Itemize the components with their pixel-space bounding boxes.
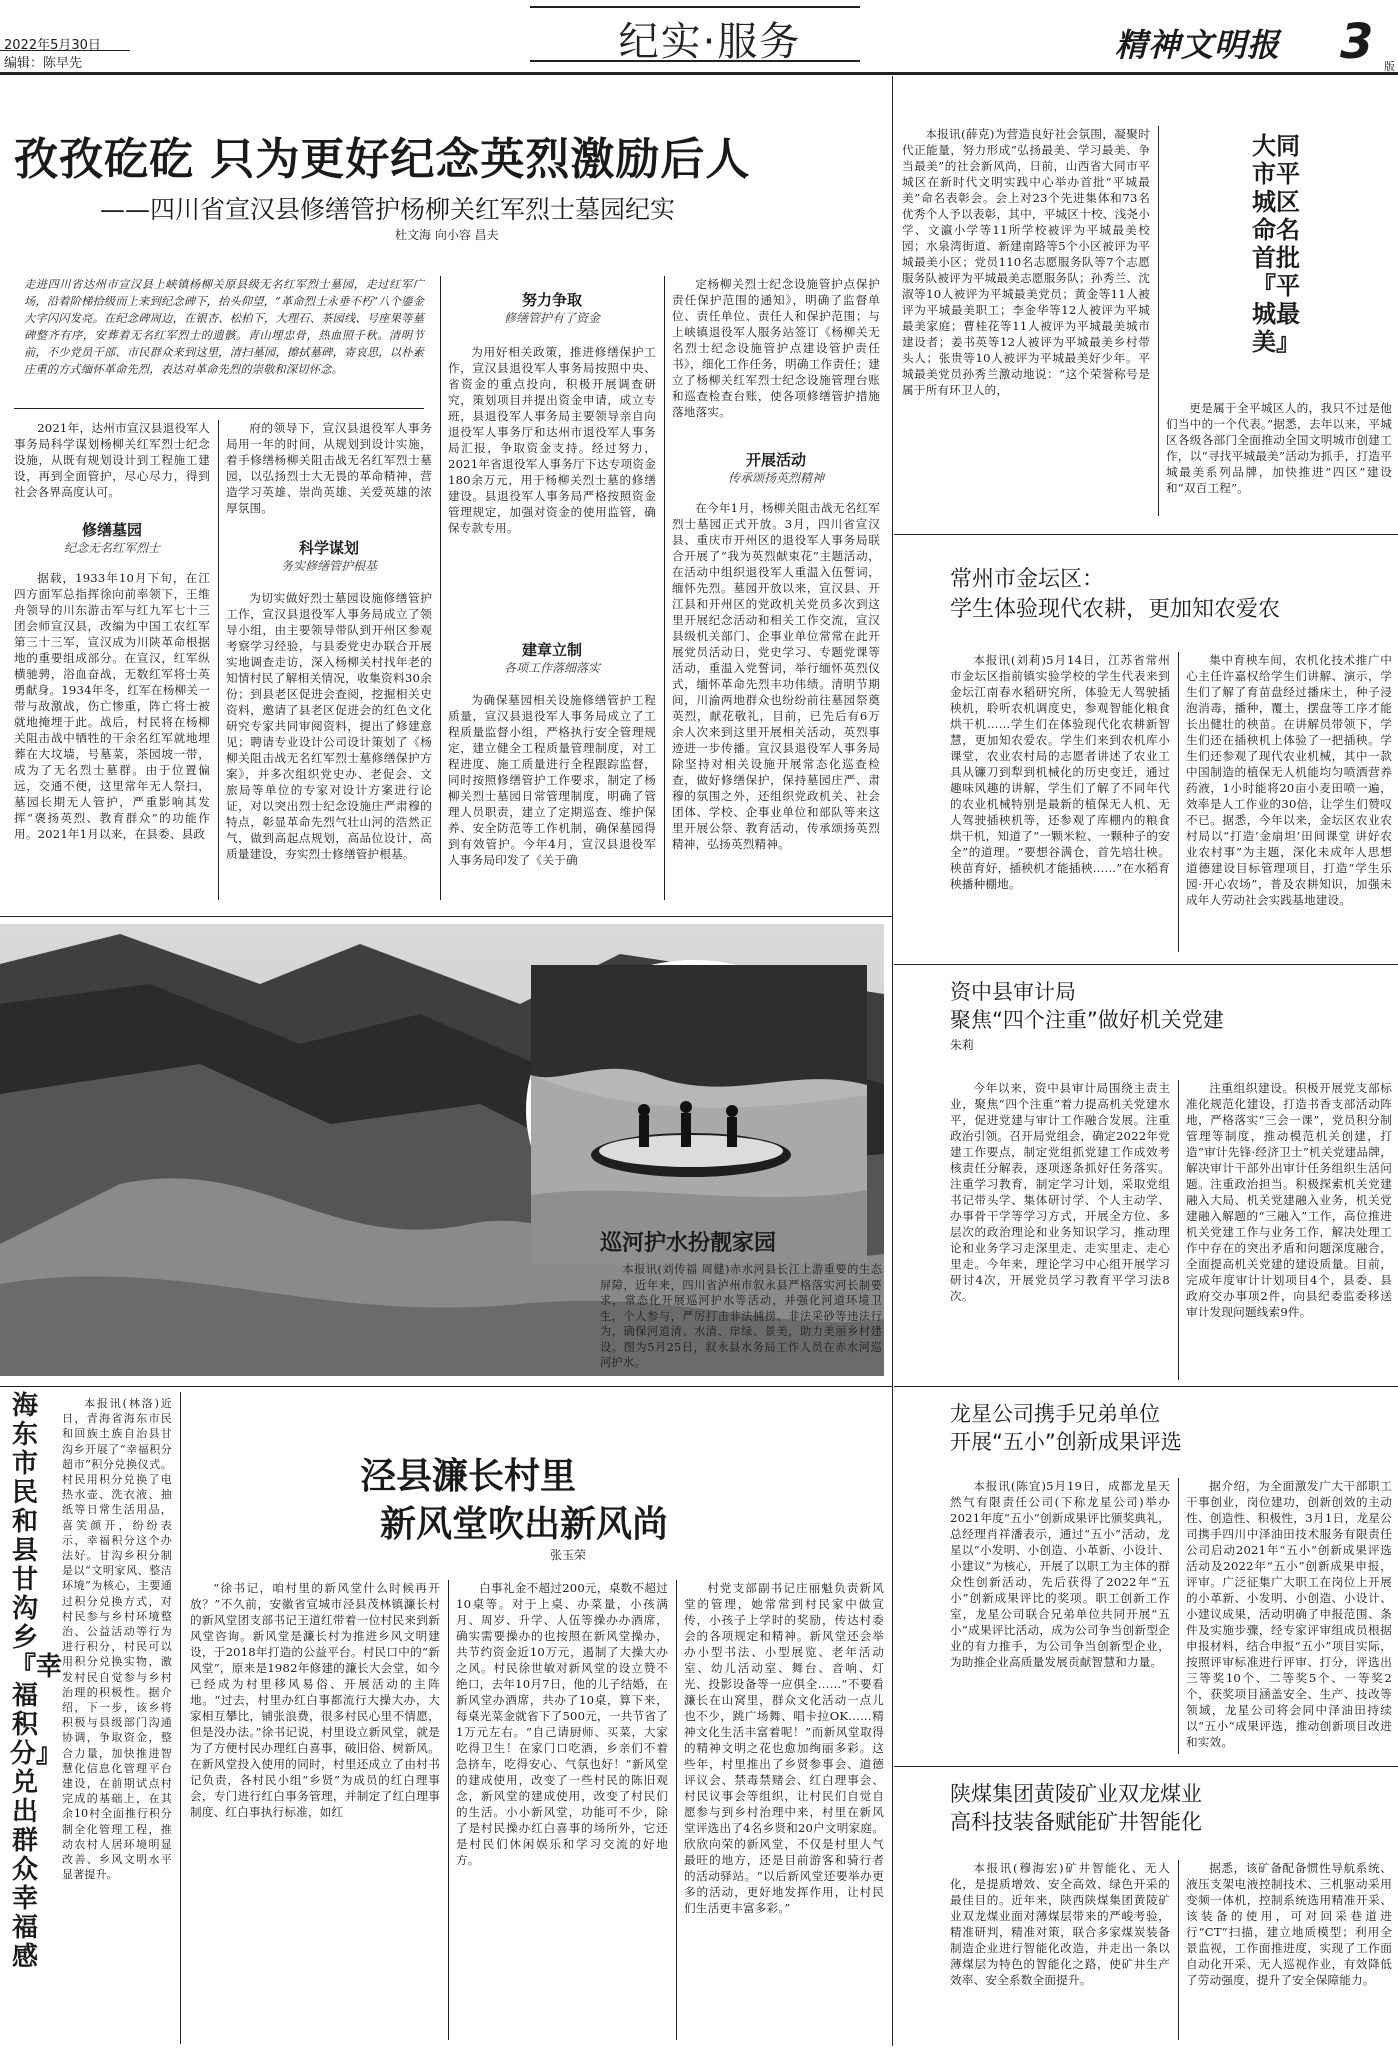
lead-col3	[448, 344, 656, 630]
editor-credit: 编辑：陈早先	[4, 56, 83, 71]
changzhou-bottom-rule	[894, 964, 1398, 965]
masthead-bottom-rule	[0, 72, 1398, 75]
changzhou-title-2: 学生体验现代农耕，更加知农爱农	[950, 597, 1281, 622]
changzhou-col2-text: 集中育秧车间，农机化技术推广中心主任许嘉权给学生们讲解、演示，学生们了解了育苗盘经过播床土，种子浸泡消毒，播种，覆土，摆盘等工序才能长出健壮的秧苗。在讲解员带领下，学生们还在插秧机上体验了一把插秧。学生们还参观了现代农业机械，其中一款中国制造的植保无人机能均匀喷洒营养药液，1小时能将20亩小麦田喷一遍，效率是人工作业的30倍，让学生们赞叹不已。据悉，今年以来，金坛区农业农村局以“打造‘金扇坦’田间课堂 讲好农业农村事”为主题，深化未成年人思想道德建设目标管理项目，打造“学生乐园·开心农场”，普及农耕知识，加强未成年人劳动社会实践基地建设。	[1186, 653, 1392, 907]
sub-kexue-head: 科学谋划	[298, 539, 359, 557]
longxing-col1-text: 本报讯(陈宜)5月19日，成都龙星天然气有限责任公司(下称龙星公司)举办2021年度“五小”创新成果评比颁奖典礼，总经理肖祥潘表示，通过“五小”活动，龙星以“小发明、小创造、小革新、小设计、小建议”为核心，开展了以职工为主体的群众性创新活动，先后获得了2022年“五小”创新成果评比的奖项。职工创新工作室，龙星公司联合兄弟单位共同开展“五小”成果评比活动，成为公司争当创新型企业的有力推手，为公司争当创新型企业，为助推企业高质量发展贡献智慧和力量。	[950, 1479, 1170, 1669]
sub-nuli-head: 努力争取	[521, 291, 582, 309]
village-col1	[190, 1580, 440, 2040]
section-title: 纪实·服务	[618, 19, 802, 65]
village-col1-text: “徐书记，咱村里的新风堂什么时候再开放？”不久前，安徽省宣城市泾县茂林镇濂长村的新风堂团支部书记王道红带着一位村民来到新风堂咨询。新风堂是濂长村为推进乡风文明建设，于2018年打造的公益平台。村民口中的“新风堂”，原来是1982年修建的濂长大会堂，如今已经成为村里移风易俗、开展活动的主阵地。“过去，村里办红白事都流行大操大办，大家相互攀比，铺张浪费，很多村民心里不情愿，但是没办法。”徐书记说，村里设立新风堂，就是为了方便村民办理红白喜事，破旧俗、树新风。在新风堂投入使用的同时，村里还成立了由村书记负责，各村民小组“乡贤”为成员的红白理事会，专门进行红白事务管理，并制定了红白理事制度、红白事执行标准，如红	[190, 1581, 440, 1819]
zizhong-byline: 朱莉	[950, 1038, 975, 1052]
village-col2-text: 白事礼金不超过200元，桌数不超过10桌等。对于上桌、办菜量，小孩满月、周岁、升学、人伍等操办办酒席，确实需要操办的也按照在新风堂操办，共节约资金近10万元，遏制了大操大办之风。村民徐世敏对新风堂的设立赞不绝口，去年10月7日，他的儿子结婚，在新风堂办酒席，共办了10桌，算下来，每桌光菜金就省下了500元，一共节省了1万元左右。“自己请厨师、买菜，大家吃得卫生！在家门口吃酒，乡亲们不着急挤车，吃得安心、气氛也好！”新风堂的建成使用，改变了一些村民的陈旧观念，新风堂的建成使用，改变了村民们的生活。小小新风堂，功能可不少，除了是村民操办红白喜事的场所外，它还是村民们休闲娱乐和学习交流的好地方。	[456, 1581, 668, 1867]
changzhou-col2	[1186, 652, 1392, 952]
sub-jianzhang-head: 建章立制	[521, 641, 582, 659]
sub-xiushan-deck: 纪念无名红军烈士	[63, 541, 160, 555]
longxing-title-1: 龙星公司携手兄弟单位	[950, 1402, 1160, 1426]
haidong-body	[62, 1396, 172, 2042]
shanmei-title-2: 高科技装备赋能矿井智能化	[950, 1810, 1202, 1834]
datong-bottom-rule	[894, 534, 1398, 535]
haidong-divider	[180, 1392, 181, 2044]
shanmei-col1	[950, 1860, 1170, 2040]
datong-col1-text: 本报讯(薛克)为营造良好社会氛围，凝聚时代正能量，努力形成“弘扬最美、学习最美、争当最美”的社会新风尚，日前，山西省大同市平城区在新时代文明实践中心举办首批“平城最美”命名表彰会。会上对23个先进集体和73名优秀个人予以表彰，其中，平城区十校、浅尧小学、文瀛小学等11所学校被评为平城最美校园；水泉湾街道、新建南路等5个小区被评为平城最美小区；党员110名志愿服务队等7个志愿服务队被评为平城最美志愿服务队；孙秀兰、沈淑等10人被评为平城最美党员；黄金等11人被评为平城最美职工；李金华等12人被评为平城最美家庭；曹桂花等11人被评为平城最美城市建设者；姜书英等12人被评为平城最美乡村带头人；张贵等10人被评为平城最美好少年。平城最美党员孙秀兰激动地说：“这个荣誉称号是属于所有环卫人的，	[902, 127, 1150, 397]
changzhou-col1	[950, 652, 1170, 952]
datong-vertical-title	[1246, 132, 1306, 382]
lead-col2b-text: 为切实做好烈士墓园设施修缮管护工作，宣汉县退役军人事务局成立了领导小组，由主要领导带队到开州区参观考察学习经验，与县委党史办联合开展实地调查走访，深入杨柳关村找年老的知情村民了解相关情况，收集资料30余份；到县老区促进会查阅，挖掘相关史资料，邀请了县老区促进会的红色文化研究专家共同审阅资料，提出了修建意见；聘请专业设计公司设计策划了《杨柳关阻击战无名红军烈士墓修缮保护方案》，并多次组织党史办、老促会、文旅局等单位的专家对设计方案进行论证，对以突出烈士纪念设施庄严肃穆的特点，彰显革命先烈气壮山河的浩然正气，做到高起点规划，高品位设计，高质量建设，夯实烈士修缮管护根基。	[226, 591, 432, 861]
zizhong-title-2: 聚焦“四个注重”做好机关党建	[950, 1008, 1224, 1032]
col-divider-3	[664, 276, 665, 900]
sub-kexue	[226, 538, 432, 575]
patrol-boat-photo	[531, 965, 867, 1265]
col-divider-1	[218, 420, 219, 900]
page-label: 版	[1384, 60, 1395, 73]
page-number: 3	[1340, 14, 1374, 70]
lead-col2b	[226, 590, 432, 900]
lead-col2	[226, 420, 432, 528]
sub-xiushan	[14, 520, 210, 557]
sub-kaizhan-head: 开展活动	[745, 451, 806, 469]
longxing-title-2: 开展“五小”创新成果评选	[950, 1430, 1182, 1454]
lead-col3-text: 为用好相关政策，推进修缮保护工作，宣汉县退役军人事务局按照中央、省资金的重点投向，积极开展调查研究，策划项目并提出资金申请，成立专班，县退役军人事务局主要领导亲自向退役军人事务厅和达州市退役军人事务局汇报，争取资金支持。经过努力，2021年省退役军人事务厅下达专项资金180余万元，用于杨柳关烈士墓的修缮建设。县退役军人事务局严格按照资金管理规定，加强对资金的使用监管，确保专款专用。	[448, 345, 656, 535]
lead-col1-text: 2021年，达州市宣汉县退役军人事务局科学谋划杨柳关红军烈士纪念设施，从既有规划设计到工程施工建设，再到全面管护，尽心尽力，得到社会各界高度认可。	[14, 421, 210, 499]
village-divider-2	[676, 1580, 677, 2040]
photo-bottom-rule	[0, 1386, 892, 1387]
lead-col1	[14, 420, 210, 506]
datong-vertical-title-text: 大同市平城区命名首批『平城最美』	[1252, 132, 1300, 356]
changzhou-col1-text: 本报讯(刘莉)5月14日，江苏省常州市金坛区指前镇实验学校的学生代表来到金坛江南春水稻研究所，体验无人驾驶插秧机，聆听农机调度史，参观智能化粮食烘干机……学生们在体验现代化农耕新智慧，更加知农爱农。学生们来到农机库小课堂，农业农村局的志愿者讲述了农业工具从镰刀到犁到机械化的历史变迁，通过趣味风趣的讲解，学生们了解了不同年代的农业机械特别是最新的植保无人机、无人驾驶插秧机等，还参观了库棚内的粮食烘干机，知道了“一颗米粒、一颗种子的安全”的道理。“要想谷满仓，首先培壮秧。秧苗育好，插秧机才能插秧……”在水稻育秧播种棚地。	[950, 653, 1170, 891]
photo-caption	[600, 1262, 882, 1370]
issue-date: 2022年5月30日	[4, 38, 101, 53]
village-divider-1	[448, 1580, 449, 2040]
datong-col1	[902, 126, 1150, 516]
photo-caption-text: 本报讯(刘传福 周健)赤水河县长江上游重要的生态屏障，近年来，四川省泸州市叙永县严格落实河长制要求，常态化开展巡河护水等活动，并强化河道环境卫生，个人参与，严厉打击非法捕捞、非法采砂等违法行为，确保河道清、水清、岸绿、景美，助力美丽乡村建设。图为5月25日，叙永县水务局工作人员在赤水河巡河护水。	[600, 1263, 882, 1369]
shanmei-col2	[1186, 1860, 1392, 2040]
zizhong-bottom-rule	[894, 1386, 1398, 1387]
longxing-bottom-rule	[894, 1766, 1398, 1767]
boat-inset-circle	[526, 960, 862, 1260]
haidong-vertical-title-text: 海东市民和县甘沟乡『幸福积分』兑出群众幸福感	[10, 1391, 63, 1972]
sub-nuli-deck: 修缮管护有了资金	[503, 311, 600, 325]
lead-intro: 走进四川省达州市宣汉县上峡镇杨柳关原县级无名红军烈士墓园，走过红军广场，沿着阶梯拾级而上来到纪念碑下，抬头仰望，“革命烈士永垂不朽”八个鎏金大字闪闪发亮。在纪念碑周边，在银杏、松柏下，大理石、茶园线、号座果等墓碑整齐有序，安葬着无名红军烈士的遗骸。青山埋忠骨，热血照千秋。清明节前，不少党员干部、市民群众来到这里，清扫墓园，擦拭墓碑，寄哀思，以朴素庄重的方式缅怀革命先烈，表达对革命先烈的崇敬和深切怀念。	[24, 278, 424, 376]
changzhou-divider	[1178, 652, 1179, 952]
zizhong-col1-text: 今年以来，资中县审计局围绕主责主业，聚焦“四个注重”着力提高机关党建水平，促进党建与审计工作融合发展。注重政治引领。召开局党组会，确定2022年党建工作要点，制定党组抓党建工作成效考核责任分解表，逐项逐条抓好任务落实。注重学习教育，制定学习计划，采取党组书记带头学、集体研讨学、个人主动学、办事骨干学等学习方式，开展全方位、多层次的政治理论和业务知识学习，推动理论和业务学习走深里走、走实里走、走心里走。今年来，理论学习中心组开展学习研讨4次，开展党员学习教育平学习法8次。	[950, 1081, 1170, 1303]
sub-kaizhan-deck: 传承颂扬英烈精神	[727, 471, 824, 485]
lead-subhead: ——四川省宣汉县修缮管护杨柳关红军烈士墓园纪实	[100, 195, 676, 224]
datong-col2	[1166, 400, 1392, 516]
longxing-col2-text: 据介绍，为全面激发广大干部职工干事创业，岗位建功，创新创效的主动性、创造性、积极性，3月1日，龙星公司携手四川中泽油田技术服务有限责任公司启动2021年“五小”创新成果评选活动及2022年“五小”创新成果申报，评审。广泛征集广大职工在岗位上开展的小革新、小发明、小创造、小设计、小建议成果，活动明确了申报范围、条件及实施步骤，经专家评审组成员根据申报材料，结合申报“五小”项目实际，按照评审标准进行评审、打分，评选出三等奖10个、二等奖5个、一等奖2个，获奖项目涵盖安全、生产、技改等领域，龙星公司将会同中泽油田持续以“五小”成果评选，推动创新项目改进和实效。	[1186, 1479, 1392, 1749]
changzhou-title-1: 常州市金坛区：	[950, 567, 1105, 592]
longxing-divider	[1178, 1478, 1179, 1754]
main-right-divider	[892, 76, 893, 2046]
shanmei-title-1: 陕煤集团黄陵矿业双龙煤业	[950, 1782, 1202, 1806]
paper-name: 精神文明报	[1115, 26, 1281, 64]
lead-bottom-rule	[0, 916, 892, 917]
village-col2	[456, 1580, 668, 2040]
lead-col4-text: 定杨柳关烈士纪念设施管护点保护责任保护范围的通知》，明确了监督单位、责任单位、责任人和保护范围；与上峡镇退役军人服务站签订《杨柳关无名烈士纪念设施管护点建设管护责任书》，细化工作任务，明确工作责任；建立了杨柳关红军烈士纪念设施管理台账和巡查检查台账，使各项修缮管护措施落地落实。	[672, 277, 880, 419]
lead-byline: 杜文海 向小容 昌夫	[395, 228, 499, 242]
intro-rule	[14, 408, 424, 409]
sub-jianzhang-deck: 各项工作落细落实	[503, 661, 600, 675]
col-divider-2	[440, 276, 441, 900]
longxing-col2	[1186, 1478, 1392, 1754]
village-col3-text: 村党支部副书记庄丽魁负责新风堂的管理，她常常到村民家中做宣传，小孩子上学时的奖励，传达村委会的各项规定和精神。新风堂还会举办小型书法、小型展览、老年活动室、幼儿活动室、舞台、音响、灯光、投影设备等一应俱全……“不要看濂长在山窝里，群众文化活动一点儿也不少，跳广场舞、唱卡拉OK……精神文化生活丰富着呢！”而新风堂取得的精神文明之花也愈加绚丽多彩。这些年，村里推出了乡贤参事会、道德评议会、禁毒禁赌会、红白理事会、村民议事会等组织，让村民们自觉自愿参与到乡村治理中来，村里在新风堂评选出了4名乡贤和20户文明家庭。欣欣向荣的新风堂，不仅是村里人气最旺的地方，还是目前游客和骑行者的活动驿站。“以后新风堂还要举办更多的活动，更好地发挥作用，让村民们生活更丰富多彩。”	[684, 1581, 884, 1915]
village-col3	[684, 1580, 884, 2040]
village-headline-2: 新风堂吹出新风尚	[380, 1504, 669, 1545]
shanmei-col1-text: 本报讯(穆海宏)矿井智能化、无人化，是提质增效、安全高效、绿色开采的最佳目的。近年来，陕西陕煤集团黄陵矿业双龙煤业面对薄煤层带来的严峻考验，精准研判，精准对策，联合多家煤炭装备制造企业进行智能化改造，并走出一条以薄煤层为特色的智能化之路，使矿井生产效率、安全系数全面提升。	[950, 1861, 1170, 1987]
photo-headline: 巡河护水扮靓家园	[600, 1231, 777, 1256]
lead-col1b	[14, 570, 210, 900]
lead-headline: 孜孜矻矻 只为更好纪念英烈激励后人	[14, 134, 751, 185]
shanmei-divider	[1178, 1860, 1179, 2040]
village-byline: 张玉荣	[550, 1548, 587, 1562]
longxing-col1	[950, 1478, 1170, 1754]
lead-col1b-text: 据载，1933年10月下旬，在江四方面军总指挥徐向前率领下，王维舟领导的川东游击军与红九军七十三团会师宣汉县，改编为中国工农红军第三十三军，宣汉成为川陕革命根据地的重要组成部分。在宣汉，红军纵横驰骋，浴血奋战，无数红军将士英勇献身。1934年冬，红军在杨柳关一带与敌激战，伤亡惨重，阵亡将士被就地掩埋于此。战后，村民将在杨柳关阻击战中牺牲的干余名红军就地埋葬在大坟墙，号墓菜，茶园坡一带，成为了无名烈士墓群。由于位置偏远，交通不便，这里常年无人祭扫，墓园长期无人管护，严重影响其发挥“褒扬英烈、教育群众”的功能作用。2021年1月以来，在县委、县政	[14, 571, 210, 841]
datong-divider	[1158, 126, 1159, 516]
haidong-body-text: 本报讯(林洛)近日，青海省海东市民和回族土族自治县甘沟乡开展了“幸福积分超市”积分兑换仪式。村民用积分兑换了电热水壶、洗衣液、抽纸等日常生活用品，喜笑颜开，纷纷表示，幸福积分这个办法好。甘沟乡积分制是以“文明家风、整洁环境”为核心，主要通过积分兑换方式，对村民参与乡村环境整治、公益活动等行为进行积分，村民可以用积分兑换实物，激发村民自觉参与乡村治理的积极性。据介绍，下一步，该乡将积极与县级部门沟通协调，争取资金，整合力量，加快推进智慧化信息化管理平台建设，在前期试点村完成的基础上，在其余10村全面推行积分制全化管理工程，推动农村人居环境明显改善、乡风文明水平显著提升。	[62, 1397, 172, 1882]
datong-col2-text: 更是属于全平城区人的，我只不过是他们当中的一个代表。”据悉，去年以来，平城区各级各部门全面推动全国文明城市创建工作，以“寻找平城最美”活动为抓手，打造平城最美系列品牌，加快推进“四区”建设和“双百工程”。	[1166, 401, 1392, 495]
sub-kaizhan	[672, 450, 880, 487]
sub-jianzhang	[448, 640, 656, 677]
lead-col4	[672, 276, 880, 436]
zizhong-title-1: 资中县审计局	[950, 980, 1076, 1004]
sub-kexue-deck: 务实修缮管护根基	[280, 559, 377, 573]
lead-col3b-text: 为确保墓园相关设施修缮管护工程质量，宣汉县退役军人事务局成立了工程质量监督小组，严格执行安全管理规定，建立健全工程质量管理制度，对工程进度、施工质量进行全程跟踪监督，同时按照修缮管护工作要求，制定了杨柳关烈士墓园日常管理制度，明确了管理人员职责，建立了定期巡查、维护保养、安全防范等工作机制，确保墓园得到有效管护。今年4月，宣汉县退役军人事务局印发了《关于确	[448, 693, 656, 867]
zizhong-col2	[1186, 1080, 1392, 1380]
shanmei-col2-text: 据悉，该矿备配备惯性导航系统、液压支架电液控制技术、三机驱动采用变频一体机，控制系统选用精准开采、该装备的使用，可对回采巷道进行“CT”扫描，建立地质模型；利用全景监视，工作面推进度，实现了工作面自动化开采、无人巡视作业，有效降低了劳动强度，提升了安全保障能力。	[1186, 1861, 1392, 1987]
village-headline-1: 泾县濂长村里	[360, 1456, 577, 1497]
lead-col3b	[448, 692, 656, 900]
lead-col2-text: 府的领导下，宣汉县退役军人事务局用一年的时间，从规划到设计实施，着手修缮杨柳关阻击战无名红军烈士墓园，以弘扬烈士大无畏的革命精神，营造学习英雄、崇尚英雄、关爱英雄的浓厚氛围。	[226, 421, 432, 515]
zizhong-col1	[950, 1080, 1170, 1380]
zizhong-col2-text: 注重组织建设。积极开展党支部标准化规范化建设，打造书香支部活动阵地，严格落实“三会一课”，党员积分制管理等制度，推动模范机关创建，打造“审计先锋·经济卫士”机关党建品牌，解决审计干部外出审计任务组织生活问题。注重政治担当。积极探索机关党建融入大局、机关党建融入业务，机关党建融入解题的“三融入”工作，高位推进机关党建工作与业务工作，解决处理工作中存在的突出矛盾和问题深度融合，全面提高机关党建的建设质量。目前，完成年度审计计划项目4个，县委、县政府交办事项2件，向县纪委监委移送审计发现问题线索9件。	[1186, 1081, 1392, 1319]
sub-xiushan-head: 修缮墓园	[81, 521, 142, 539]
lead-col4b-text: 在今年1月，杨柳关阻击战无名红军烈士墓园正式开放。3月，四川省宣汉县、重庆市开州区的退役军人事务局联合开展了“我为英烈献束花”主题活动，在活动中组织退役军人重温入伍誓词，缅怀先烈。墓园开放以来，宣汉县、开江县和开州区的党政机关党员多次到这里开展纪念活动和相关工作交流，宣汉县级机关部门、企事业单位常常在此开展党员活动日，党史学习、专题党课等活动，重温入党誓词，举行缅怀英烈仪式，缅怀革命先烈丰功伟绩。清明节期间，川渝两地群众也纷纷前往墓园祭奠英烈，献花敬礼，目前，已先后有6万余人次来到这里开展相关活动，英烈事迹进一步传播。宣汉县退役军人事务局除坚持对相关设施开展常态化巡查检查，做好修缮保护，保持墓园庄严、肃穆的氛围之外，还组织党政机关、社会团体、学校、企事业单位和部队等来这里开展公祭、教育活动，传承颂扬英烈精神，弘扬英烈精神。	[672, 501, 880, 851]
haidong-vertical-title	[6, 1391, 63, 2042]
lead-col4b	[672, 500, 880, 900]
masthead-top-rule	[0, 50, 130, 51]
zizhong-divider	[1178, 1080, 1179, 1380]
sub-nuli	[448, 290, 656, 327]
